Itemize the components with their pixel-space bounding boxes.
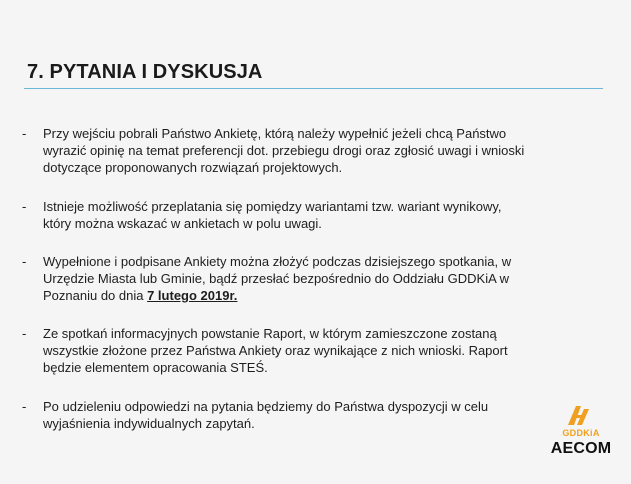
bullet-text: Istnieje możliwość przeplatania się pomiędzy wariantami tzw. wariant wynikowy, który można wskazać w ankietach w polu uwagi.: [43, 199, 502, 231]
page-title: 7. PYTANIA I DYSKUSJA: [27, 61, 263, 83]
aecom-logo-text: AECOM: [550, 440, 612, 457]
bullet-text-part: Wypełnione i podpisane Ankiety można złożyć podczas dzisiejszego spotkania, w Urzędzie Miasta lub Gminie, bądź przesłać bezpośrednio do Oddziału GDDKiA w Poznaniu do dnia: [43, 254, 512, 303]
logo-block: [546, 400, 616, 464]
bullet-text: Przy wejściu pobrali Państwo Ankietę, którą należy wypełnić jeżeli chcą Państwo wyrazić opinię na temat preferencji dot. przebiegu drogi oraz zgłosić uwagi i wnioski dotyczące proponowanych rozwiązań projektowych.: [43, 126, 525, 175]
bullet-text: Po udzieleniu odpowiedzi na pytania będziemy do Państwa dyspozycji w celu wyjaśnienia indywidualnych zapytań.: [43, 399, 489, 431]
list-item: [22, 125, 592, 176]
gddkia-road-icon: [565, 403, 591, 427]
bullet-marker: -: [22, 399, 27, 414]
list-item: [22, 325, 592, 376]
bullet-text: [43, 253, 592, 304]
title-divider: [24, 88, 603, 89]
bullet-marker: -: [22, 199, 27, 214]
bullet-marker: -: [22, 254, 27, 269]
list-item: [22, 253, 592, 304]
deadline-date: 7 lutego 2019r.: [147, 288, 238, 303]
list-item: [22, 398, 592, 432]
bullet-marker: -: [22, 326, 27, 341]
list-item: [22, 198, 592, 232]
gddkia-logo-text: GDDKiA: [562, 428, 600, 438]
bullet-text: Ze spotkań informacyjnych powstanie Raport, w którym zamieszczone zostaną wszystkie złożone przez Państwa Ankiety oraz wynikające z nich wnioski. Raport będzie elementem opracowania STEŚ.: [43, 326, 508, 375]
bullet-marker: -: [22, 126, 27, 141]
